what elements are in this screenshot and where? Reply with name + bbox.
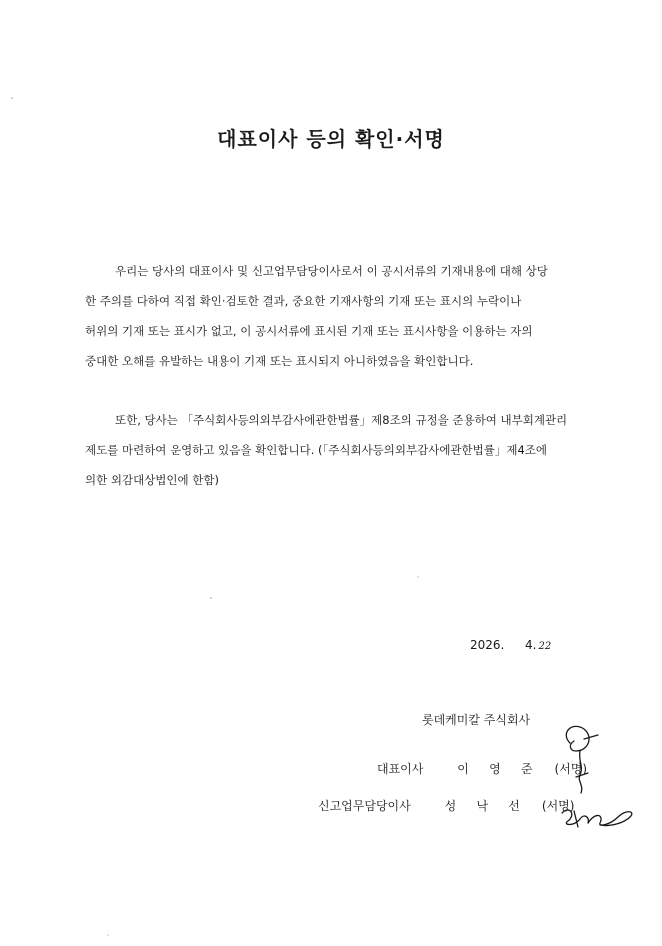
company-name: 롯데케미칼 주식회사 xyxy=(422,713,531,727)
paragraph-line: 우리는 당사의 대표이사 및 신고업무담당이사로서 이 공시서류의 기재내용에 대해 상당 xyxy=(115,264,548,278)
paragraph-line: 의한 외감대상법인에 한함) xyxy=(85,473,219,487)
signature-mark-label: (서명) xyxy=(554,762,588,776)
paragraph-line: 중대한 오해를 유발하는 내용이 기재 또는 표시되지 아니하였음을 확인합니다. xyxy=(85,354,474,368)
signature-mark-label: (서명) xyxy=(541,799,575,813)
signatory-role: 신고업무담당이사 xyxy=(318,799,411,813)
paragraph-line: 또한, 당사는 「주식회사등의외부감사에관한법률」제8조의 규정을 준용하여 내부회계관리 xyxy=(115,413,568,427)
paragraph-line: 제도를 마련하여 운영하고 있음을 확인합니다. (「주식회사등의외부감사에관한법률」제4조에 xyxy=(85,443,548,457)
signatory-name-char: 낙 xyxy=(476,799,489,813)
signatory-role: 대표이사 xyxy=(377,762,424,776)
page-title: 대표이사 등의 확인·서명 xyxy=(217,127,445,151)
date-day-handwritten: 22 xyxy=(538,641,552,652)
paragraph-line: 한 주의를 다하여 직접 확인·검토한 결과, 중요한 기재사항의 기재 또는 표시의 누락이나 xyxy=(85,294,522,308)
signatory-name-char: 준 xyxy=(520,762,533,776)
paragraph-line: 허위의 기재 또는 표시가 없고, 이 공시서류에 표시된 기재 또는 표시사항을 이용하는 자의 xyxy=(85,324,533,338)
signatory-name-char: 이 xyxy=(457,762,469,776)
date-year: 2026. xyxy=(470,638,505,652)
signatory-name-char: 영 xyxy=(489,762,501,776)
signatory-name-char: 성 xyxy=(444,799,457,813)
signatory-name-char: 선 xyxy=(508,799,520,813)
date-month: 4. xyxy=(525,638,537,652)
